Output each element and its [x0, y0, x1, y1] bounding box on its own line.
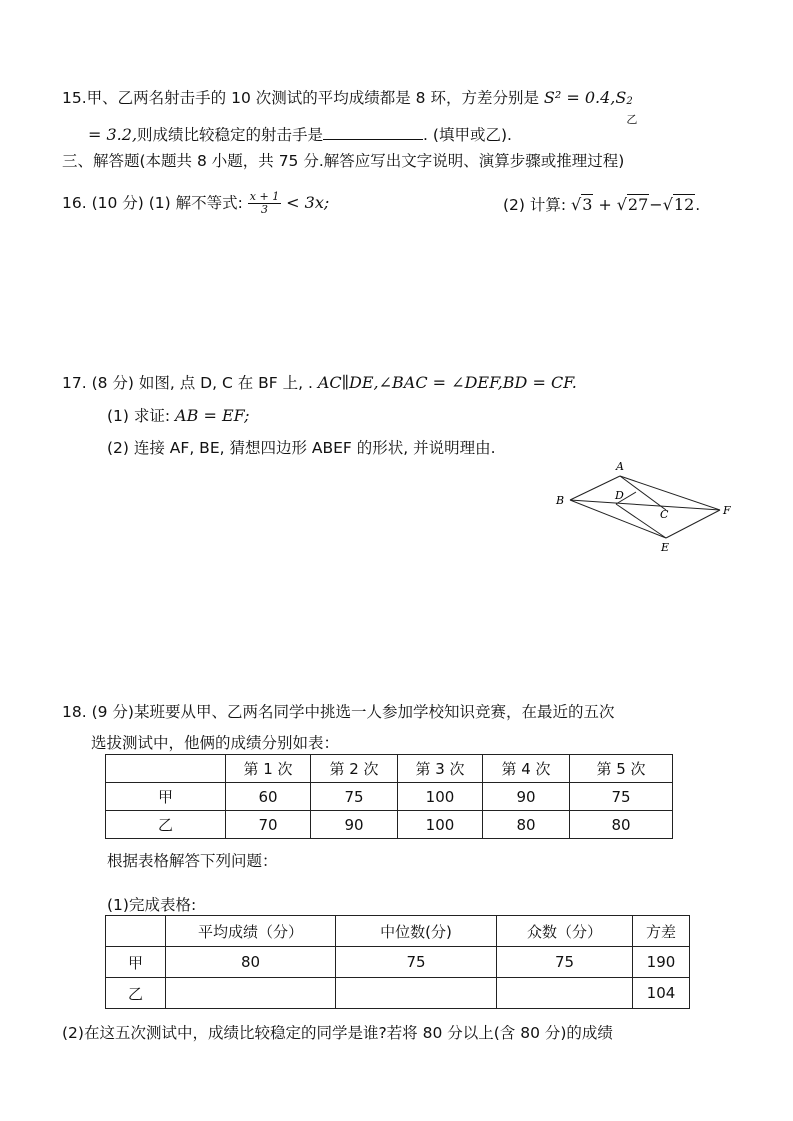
geometry-figure [548, 456, 738, 556]
section-3-heading: 三、解答题(本题共 8 小题，共 75 分.解答应写出文字说明、演算步骤或推理过程) [62, 152, 625, 170]
q18-line2: 选拔测试中，他俩的成绩分别如表： [91, 734, 340, 752]
label-D: D [615, 489, 624, 502]
q18-sub1: (1)完成表格: [107, 896, 197, 914]
label-B: B [556, 494, 565, 507]
stats-table [105, 915, 690, 1009]
q15-sup: 2 [626, 96, 633, 107]
table-row: 甲 80 75 75 190 [106, 947, 690, 978]
sqrt-27: √27 [616, 195, 649, 214]
label-C: C [660, 508, 669, 521]
q16-fraction: $\frac{x + 1}{3}$ [249, 190, 280, 216]
q17-line: 17. (8 分) 如图, 点 D, C 在 BF 上, . AC∥DE,∠BAC = ∠DEF,BD = CF. [62, 373, 577, 392]
q18-instruction: 根据表格解答下列问题： [107, 852, 278, 870]
table-row: 甲 60 75 100 90 75 [106, 783, 673, 811]
q15-sub: 乙 [626, 113, 638, 126]
segment-EF [666, 510, 720, 538]
table-row: 第 1 次 第 2 次 第 3 次 第 4 次 第 5 次 [106, 755, 673, 783]
q18-line1: 18. (9 分)某班要从甲、乙两名同学中挑选一人参加学校知识竞赛，在最近的五次 [62, 703, 615, 721]
label-F: F [723, 504, 731, 517]
scores-table [105, 754, 673, 839]
q18-sub2: (2)在这五次测试中，成绩比较稳定的同学是谁?若将 80 分以上(含 80 分)的成绩 [62, 1024, 613, 1042]
answer-cell-mean[interactable] [166, 978, 336, 1009]
answer-cell-mode[interactable] [497, 978, 633, 1009]
label-A: A [616, 460, 624, 473]
q15-math1: S² = 0.4,S [543, 88, 627, 107]
q17-part1: (1) 求证: AB = EF; [107, 406, 250, 425]
q16-part2: (2) 计算: √3 + √27−√12. [503, 195, 701, 214]
table-row: 平均成绩（分） 中位数(分) 众数（分） 方差 [106, 916, 690, 947]
table-row: 乙 104 [106, 978, 690, 1009]
q16-line: 16. (10 分) (1) 解不等式: $\frac{x + 1}{3}$ < 3x; [62, 190, 330, 216]
q15-line1: 15.甲、乙两名射击手的 10 次测试的平均成绩都是 8 环，方差分别是 S² = 0.4,S 2 乙 [62, 88, 638, 126]
table-row: 乙 70 90 100 80 80 [106, 811, 673, 839]
answer-cell-median[interactable] [336, 978, 497, 1009]
q17-part2: (2) 连接 AF, BE, 猜想四边形 ABEF 的形状, 并说明理由. [107, 439, 496, 457]
q15-line2: = 3.2,则成绩比较稳定的射击手是 . (填甲或乙). [88, 125, 512, 144]
sqrt-3: √3 [571, 195, 593, 214]
sqrt-12: √12 [662, 195, 695, 214]
label-E: E [661, 541, 670, 554]
segment-BA [570, 476, 620, 500]
q15-answer-blank[interactable] [323, 124, 423, 140]
